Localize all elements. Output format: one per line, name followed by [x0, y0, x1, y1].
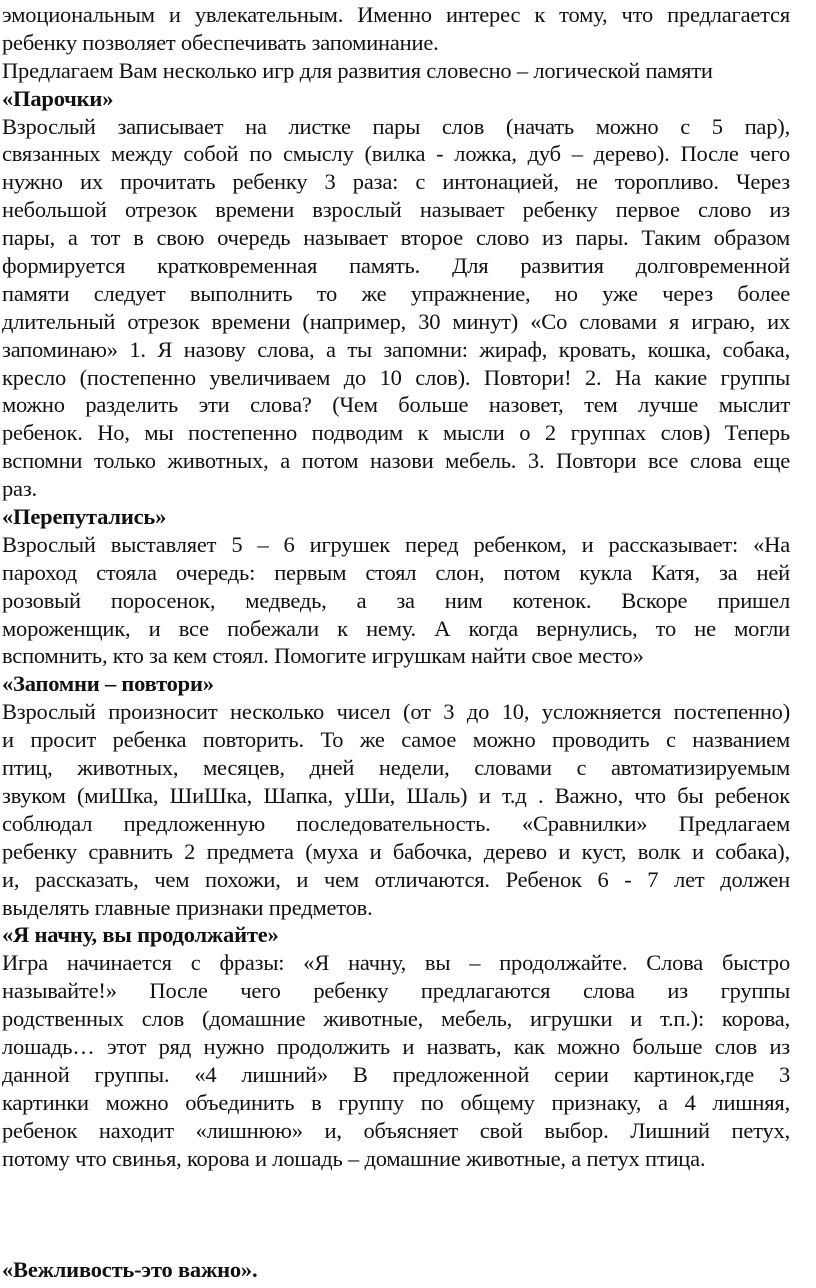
section-heading: «Я начну, вы продолжайте» — [2, 922, 279, 948]
section-heading: «Вежливость-это важно». — [2, 1257, 258, 1283]
text-line: данной группы. «4 лишний» В предложенной серии картинок,где 3 — [2, 1061, 790, 1087]
text-line: вспомни только животных, а потом назови мебель. 3. Повтори все слова еще — [2, 448, 790, 474]
text-line: потому что свинья, корова и лошадь – домашние животные, а петух птица. — [2, 1145, 706, 1171]
text-line: мороженщик, и все побежали к нему. А когда вернулись, то не могли — [2, 615, 790, 641]
text-line: ребенок. Но, мы постепенно подводим к мысли о 2 группах слов) Теперь — [2, 420, 790, 446]
paragraph — [2, 949, 790, 1172]
document-page — [2, 1, 790, 1284]
section-heading: «Перепутались» — [2, 504, 167, 530]
blank-line — [2, 1228, 790, 1256]
text-line: Предлагаем Вам несколько игр для развития словесно – логической памяти — [2, 57, 713, 83]
text-line: формируется кратковременная память. Для развития долговременной — [2, 253, 790, 279]
text-line: называйте!» После чего ребенку предлагаются слова из группы — [2, 978, 790, 1004]
paragraph — [2, 113, 790, 503]
text-line: связанных между собой по смыслу (вилка - ложка, дуб – дерево). После чего — [2, 141, 790, 167]
text-line: и, рассказать, чем похожи, и чем отличаются. Ребенок 6 - 7 лет должен — [2, 866, 790, 892]
blank-line — [2, 1200, 790, 1228]
text-line: памяти следует выполнить то же упражнение, но уже через более — [2, 280, 790, 306]
section-heading: «Запомни – повтори» — [2, 671, 214, 697]
text-line: Взрослый записывает на листке пары слов (начать можно с 5 пар), — [2, 113, 790, 139]
text-line: Взрослый выставляет 5 – 6 игрушек перед ребенком, и рассказывает: «На — [2, 531, 790, 557]
text-line: Взрослый произносит несколько чисел (от 3 до 10, усложняется постепенно) — [2, 699, 790, 725]
text-line: эмоциональным и увлекательным. Именно интерес к тому, что предлагается — [2, 2, 790, 27]
blank-line — [2, 1172, 790, 1200]
text-line: раз. — [2, 476, 37, 502]
text-line: длительный отрезок времени (например, 30 минут) «Со словами я играю, их — [2, 308, 790, 334]
text-line: птиц, животных, месяцев, дней недели, словами с автоматизируемым — [2, 755, 790, 781]
text-line: звуком (миШка, ШиШка, Шапка, уШи, Шаль) и т.д . Важно, что бы ребенок — [2, 782, 790, 808]
text-line: нужно их прочитать ребенку 3 раза: с интонацией, не торопливо. Через — [2, 169, 790, 195]
text-line: вспомнить, кто за кем стоял. Помогите игрушкам найти свое место» — [2, 643, 644, 669]
text-line: картинки можно объединить в группу по общему признаку, а 4 лишняя, — [2, 1089, 790, 1115]
text-line: лошадь… этот ряд нужно продолжить и назвать, как можно больше слов из — [2, 1033, 790, 1059]
text-line: можно разделить эти слова? (Чем больше назовет, тем лучше мыслит — [2, 392, 790, 418]
text-line: и просит ребенка повторить. То же самое можно проводить с названием — [2, 727, 790, 753]
text-line: розовый поросенок, медведь, а за ним котенок. Вскоре пришел — [2, 587, 790, 613]
text-line: кресло (постепенно увеличиваем до 10 слов). Повтори! 2. На какие группы — [2, 364, 790, 390]
text-line: соблюдал предложенную последовательность. «Сравнилки» Предлагаем — [2, 810, 790, 836]
text-line: небольшой отрезок времени взрослый называет ребенку первое слово из — [2, 197, 790, 223]
text-line: ребенку позволяет обеспечивать запоминание. — [2, 29, 439, 55]
paragraph — [2, 698, 790, 921]
text-line: родственных слов (домашние животные, мебель, игрушки и т.п.): корова, — [2, 1006, 790, 1032]
text-line: выделять главные признаки предметов. — [2, 894, 373, 920]
paragraph — [2, 1, 790, 57]
text-line: ребенку сравнить 2 предмета (муха и бабочка, дерево и куст, волк и собака), — [2, 838, 790, 864]
text-line: пароход стояла очередь: первым стоял слон, потом кукла Катя, за ней — [2, 559, 790, 585]
text-line: ребенок находит «лишнюю» и, объясняет свой выбор. Лишний петух, — [2, 1117, 790, 1143]
text-line: запоминаю» 1. Я назову слова, а ты запомни: жираф, кровать, кошка, собака, — [2, 336, 790, 362]
text-line: пары, а тот в свою очередь называет второе слово из пары. Таким образом — [2, 225, 790, 251]
section-heading: «Парочки» — [2, 85, 114, 111]
text-line: Игра начинается с фразы: «Я начну, вы – продолжайте. Слова быстро — [2, 950, 790, 976]
paragraph — [2, 57, 790, 85]
paragraph — [2, 531, 790, 670]
